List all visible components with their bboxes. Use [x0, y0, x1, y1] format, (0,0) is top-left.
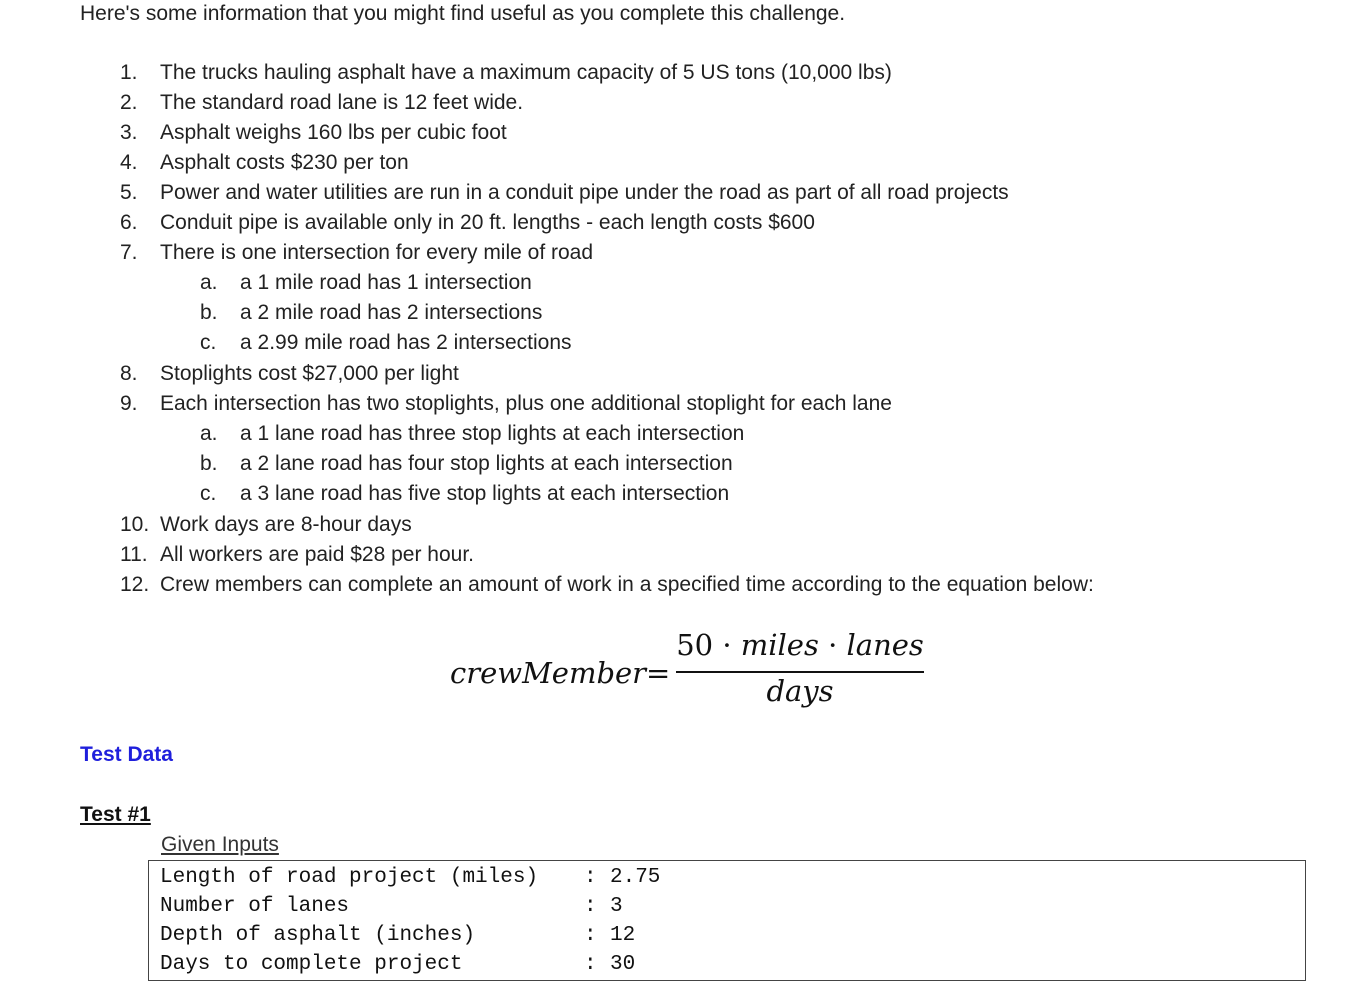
list-text: The trucks hauling asphalt have a maximum capacity of 5 US tons (10,000 lbs) — [160, 61, 892, 84]
list-letter: c. — [200, 482, 217, 505]
list-number: 6. — [120, 211, 138, 234]
equation-denominator: days — [766, 674, 834, 708]
equation-numerator — [676, 628, 924, 662]
input-label: Number of lanes — [160, 895, 350, 918]
list-number: 9. — [120, 392, 138, 415]
list-text: a 3 lane road has five stop lights at each intersection — [240, 482, 730, 505]
list-number: 12. — [120, 573, 150, 596]
list-text: Asphalt weighs 160 lbs per cubic foot — [160, 121, 507, 144]
input-value: 12 — [610, 924, 636, 947]
list-number: 11. — [120, 543, 148, 566]
equation-dot: · — [828, 628, 838, 662]
input-value: 30 — [610, 953, 636, 976]
list-text: a 1 mile road has 1 intersection — [240, 271, 532, 294]
list-text: All workers are paid $28 per hour. — [160, 543, 475, 566]
fraction-bar — [676, 671, 924, 673]
input-separator: : — [584, 924, 597, 947]
list-number: 4. — [120, 151, 138, 174]
input-value: 2.75 — [610, 866, 661, 889]
equation-lhs: crewMember — [450, 656, 647, 690]
list-text: a 2 lane road has four stop lights at each intersection — [240, 452, 733, 475]
list-letter: c. — [200, 331, 217, 354]
list-text: a 1 lane road has three stop lights at each intersection — [240, 422, 745, 445]
input-value: 3 — [610, 895, 623, 918]
list-letter: b. — [200, 452, 218, 475]
input-separator: : — [584, 866, 597, 889]
list-number: 7. — [120, 241, 138, 264]
test-data-heading: Test Data — [80, 743, 173, 766]
input-label: Depth of asphalt (inches) — [160, 924, 476, 947]
list-letter: a. — [200, 271, 218, 294]
list-text: There is one intersection for every mile of road — [160, 241, 594, 264]
equation-equals: = — [646, 656, 671, 690]
list-number: 10. — [120, 513, 150, 536]
list-number: 1. — [120, 61, 138, 84]
list-letter: a. — [200, 422, 218, 445]
given-inputs-box — [148, 860, 1306, 981]
list-letter: b. — [200, 301, 218, 324]
input-separator: : — [584, 895, 597, 918]
list-text: Work days are 8-hour days — [160, 513, 412, 536]
equation-var-lanes: lanes — [846, 628, 924, 662]
input-label: Days to complete project — [160, 953, 463, 976]
list-text: Asphalt costs $230 per ton — [160, 151, 409, 174]
equation-coefficient: 50 — [676, 628, 714, 662]
list-text: Power and water utilities are run in a conduit pipe under the road as part of all road projects — [160, 181, 1009, 204]
list-text: a 2 mile road has 2 intersections — [240, 301, 543, 324]
list-number: 8. — [120, 362, 138, 385]
equation-dot: · — [722, 628, 732, 662]
list-text: Crew members can complete an amount of work in a specified time according to the equation below: — [160, 573, 1094, 596]
input-label: Length of road project (miles) — [160, 866, 539, 889]
test-1-heading: Test #1 — [80, 803, 151, 826]
given-inputs-label: Given Inputs — [161, 833, 279, 856]
list-text: a 2.99 mile road has 2 intersections — [240, 331, 572, 354]
list-text: The standard road lane is 12 feet wide. — [160, 91, 524, 114]
list-number: 5. — [120, 181, 138, 204]
intro-text: Here's some information that you might find useful as you complete this challenge. — [80, 2, 846, 25]
list-text: Conduit pipe is available only in 20 ft. lengths - each length costs $600 — [160, 211, 815, 234]
list-number: 2. — [120, 91, 138, 114]
crew-equation — [450, 628, 930, 718]
list-number: 3. — [120, 121, 138, 144]
equation-var-miles: miles — [740, 628, 819, 662]
input-separator: : — [584, 953, 597, 976]
list-text: Each intersection has two stoplights, plus one additional stoplight for each lane — [160, 392, 892, 415]
list-text: Stoplights cost $27,000 per light — [160, 362, 459, 385]
